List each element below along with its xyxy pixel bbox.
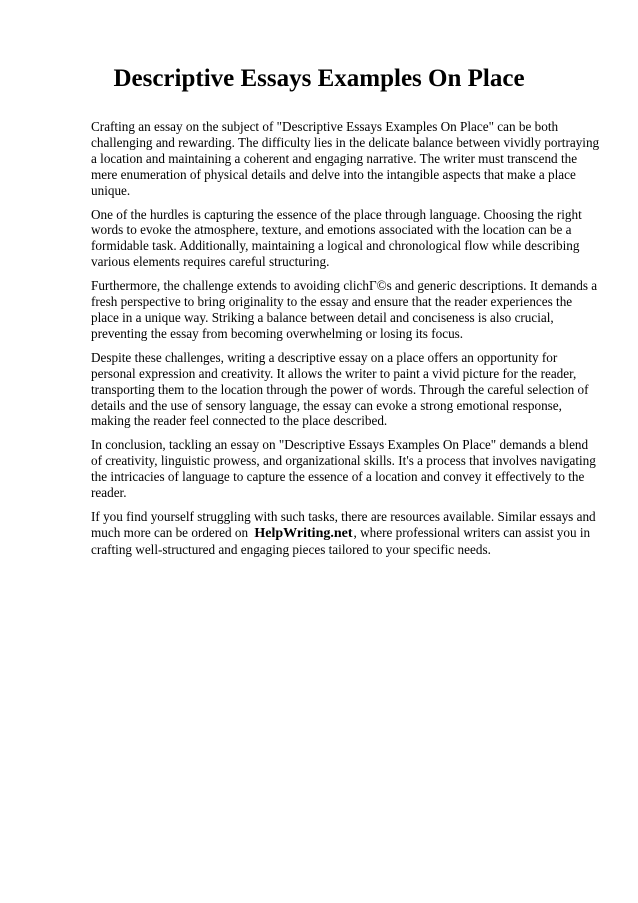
resources-text-after-link: , where professional writers can assist you in crafting well-structured and engaging pieces tailored to your specific needs. <box>91 524 591 557</box>
document-body <box>91 119 601 566</box>
document-title: Descriptive Essays Examples On Place <box>113 65 525 92</box>
helpwriting-link[interactable]: HelpWriting.net <box>254 525 353 541</box>
paragraph-conclusion: In conclusion, tackling an essay on "Descriptive Essays Examples On Place" demands a blend of creativity, linguistic prowess, and organizational skills. It's a process that involves navigating the intricacies of language to capture the essence of a location and convey it effectively to the reader. <box>91 437 596 501</box>
paragraph-resources <box>91 509 601 558</box>
paragraph-hurdles: One of the hurdles is capturing the essence of the place through language. Choosing the right words to evoke the atmosphere, texture, and emotions associated with the location can be a formidable task. Additionally, maintaining a logical and chronological flow while describing various elements requires careful structuring. <box>91 206 582 270</box>
paragraph-opportunity: Despite these challenges, writing a descriptive essay on a place offers an opportunity for personal expression and creativity. It allows the writer to paint a vivid picture for the reader, transporting them to the location through the power of words. Through the careful selection of details and the use of sensory language, the essay can evoke a strong emotional response, making the reader feel connected to the place described. <box>91 349 589 429</box>
paragraph-intro: Crafting an essay on the subject of "Descriptive Essays Examples On Place" can be both challenging and rewarding. The difficulty lies in the delicate balance between vividly portraying a location and maintaining a coherent and engaging narrative. The writer must transcend the mere enumeration of physical details and delve into the intangible aspects that make a place unique. <box>91 119 600 198</box>
resources-text-before-link: If you find yourself struggling with such tasks, there are resources available. Similar essays and much more can be ordered on <box>91 508 596 540</box>
paragraph-cliches: Furthermore, the challenge extends to avoiding clichГ©s and generic descriptions. It demands a fresh perspective to bring originality to the essay and ensure that the reader experiences the place in a unique way. Striking a balance between detail and conciseness is also crucial, preventing the essay from becoming overwhelming or losing its focus. <box>91 278 598 341</box>
